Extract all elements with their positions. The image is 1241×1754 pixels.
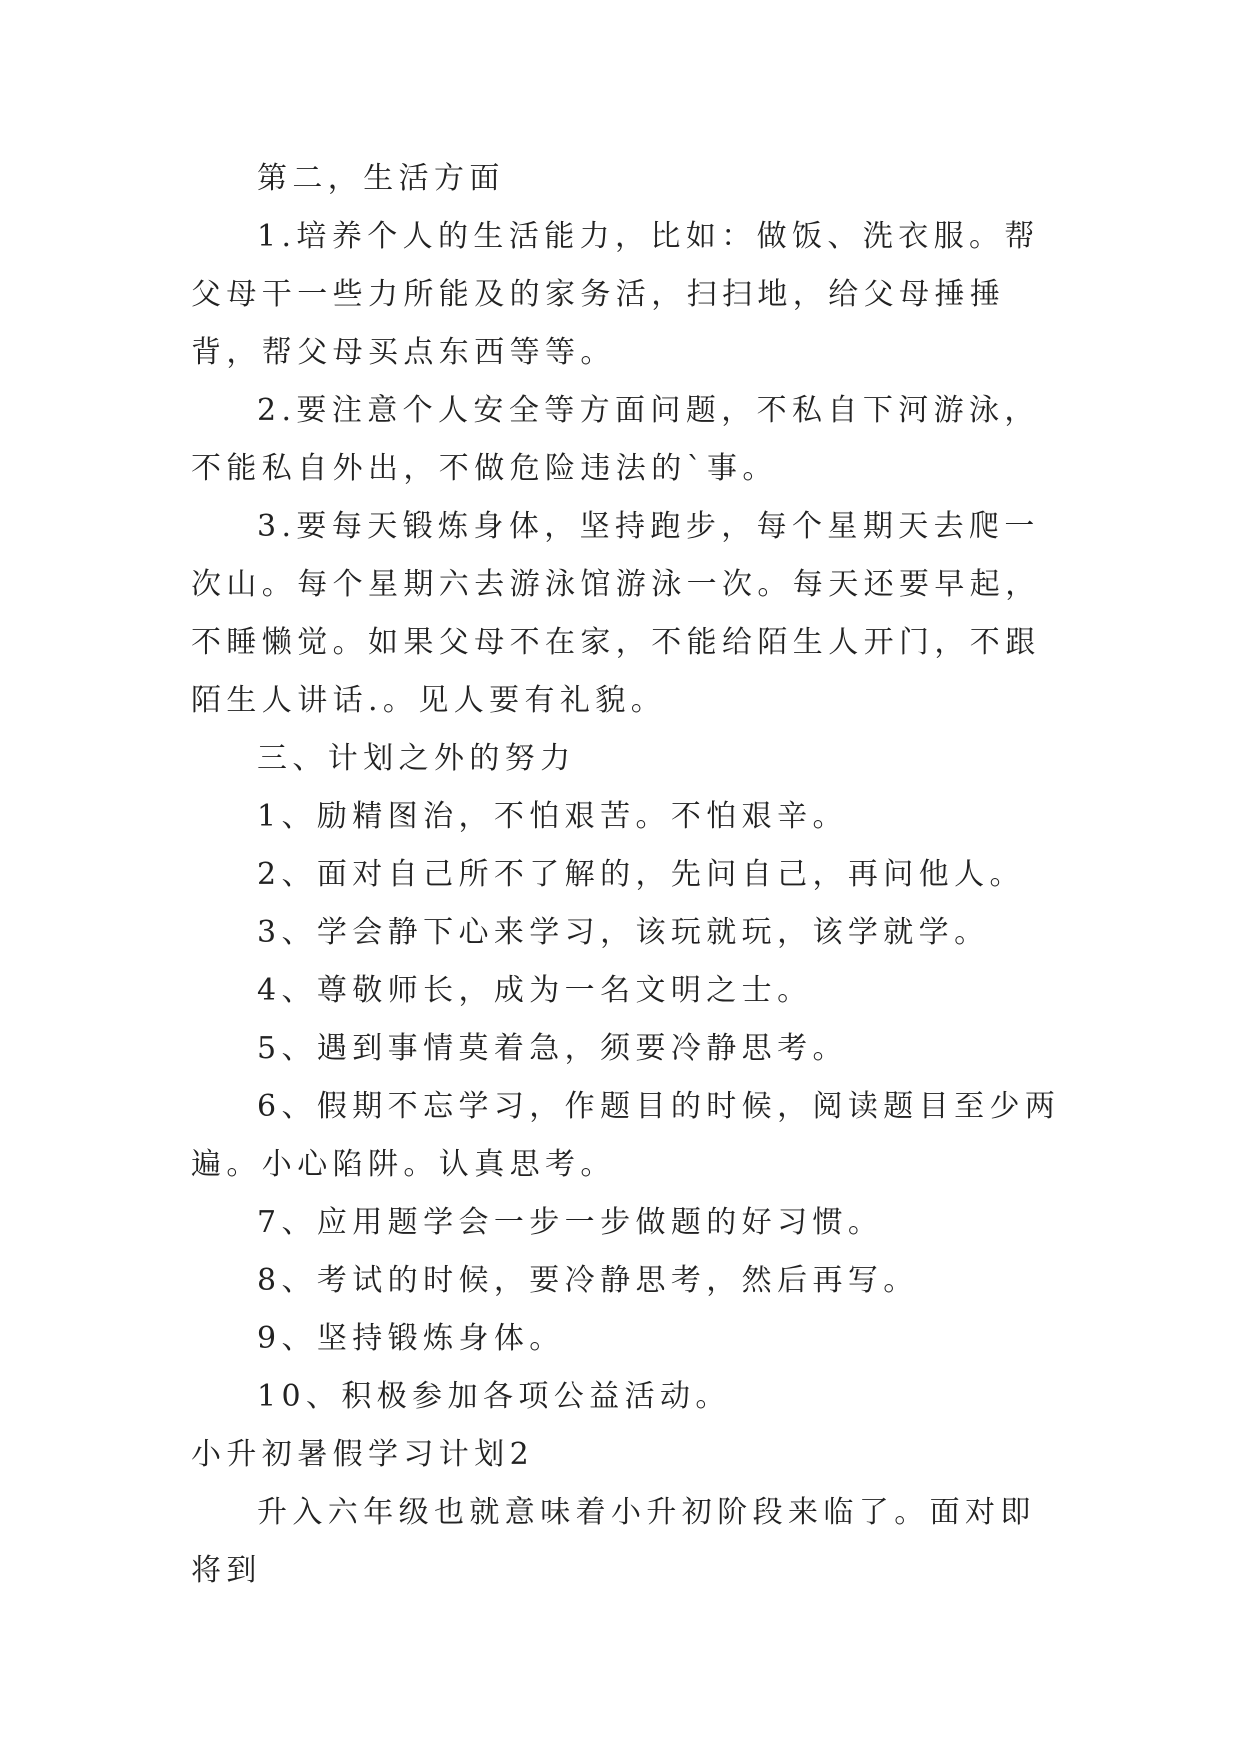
list-item-6: 6、假期不忘学习，作题目的时候，阅读题目至少两遍。小心陷阱。认真思考。: [191, 1089, 1061, 1182]
paragraph-item-2: 2.要注意个人安全等方面问题，不私自下河游泳，不能私自外出，不做危险违法的`事。: [191, 393, 1040, 486]
list-item-1: 1、励精图治，不怕艰苦。不怕艰辛。: [257, 799, 848, 834]
paragraph-item-3: 3.要每天锻炼身体，坚持跑步，每个星期天去爬一次山。每个星期六去游泳馆游泳一次。每天还要早起，不睡懒觉。如果父母不在家，不能给陌生人开门，不跟陌生人讲话.。见人要有礼貌。: [191, 509, 1041, 718]
list-item-2: 2、面对自己所不了解的，先问自己，再问他人。: [257, 857, 1025, 892]
list-item-4: 4、尊敬师长，成为一名文明之士。: [257, 973, 813, 1008]
list-item-5: 5、遇到事情莫着急，须要冷静思考。: [257, 1031, 848, 1066]
list-item-10: 10、积极参加各项公益活动。: [257, 1379, 731, 1414]
list-item-7: 7、应用题学会一步一步做题的好习惯。: [257, 1205, 884, 1240]
paragraph-intro: 升入六年级也就意味着小升初阶段来临了。面对即将到: [191, 1495, 1036, 1588]
article-title-2: 小升初暑假学习计划2: [191, 1437, 535, 1472]
section-heading-extra-effort: 三、计划之外的努力: [257, 741, 576, 776]
document-body: [191, 150, 1071, 1600]
list-item-3: 3、学会静下心来学习，该玩就玩，该学就学。: [257, 915, 990, 950]
paragraph-item-1: 1.培养个人的生活能力，比如：做饭、洗衣服。帮父母干一些力所能及的家务活，扫扫地，给父母捶捶背，帮父母买点东西等等。: [191, 219, 1040, 370]
list-item-9: 9、坚持锻炼身体。: [257, 1321, 565, 1356]
list-item-8: 8、考试的时候，要冷静思考，然后再写。: [257, 1263, 919, 1298]
section-heading-life: 第二，生活方面: [257, 161, 505, 196]
